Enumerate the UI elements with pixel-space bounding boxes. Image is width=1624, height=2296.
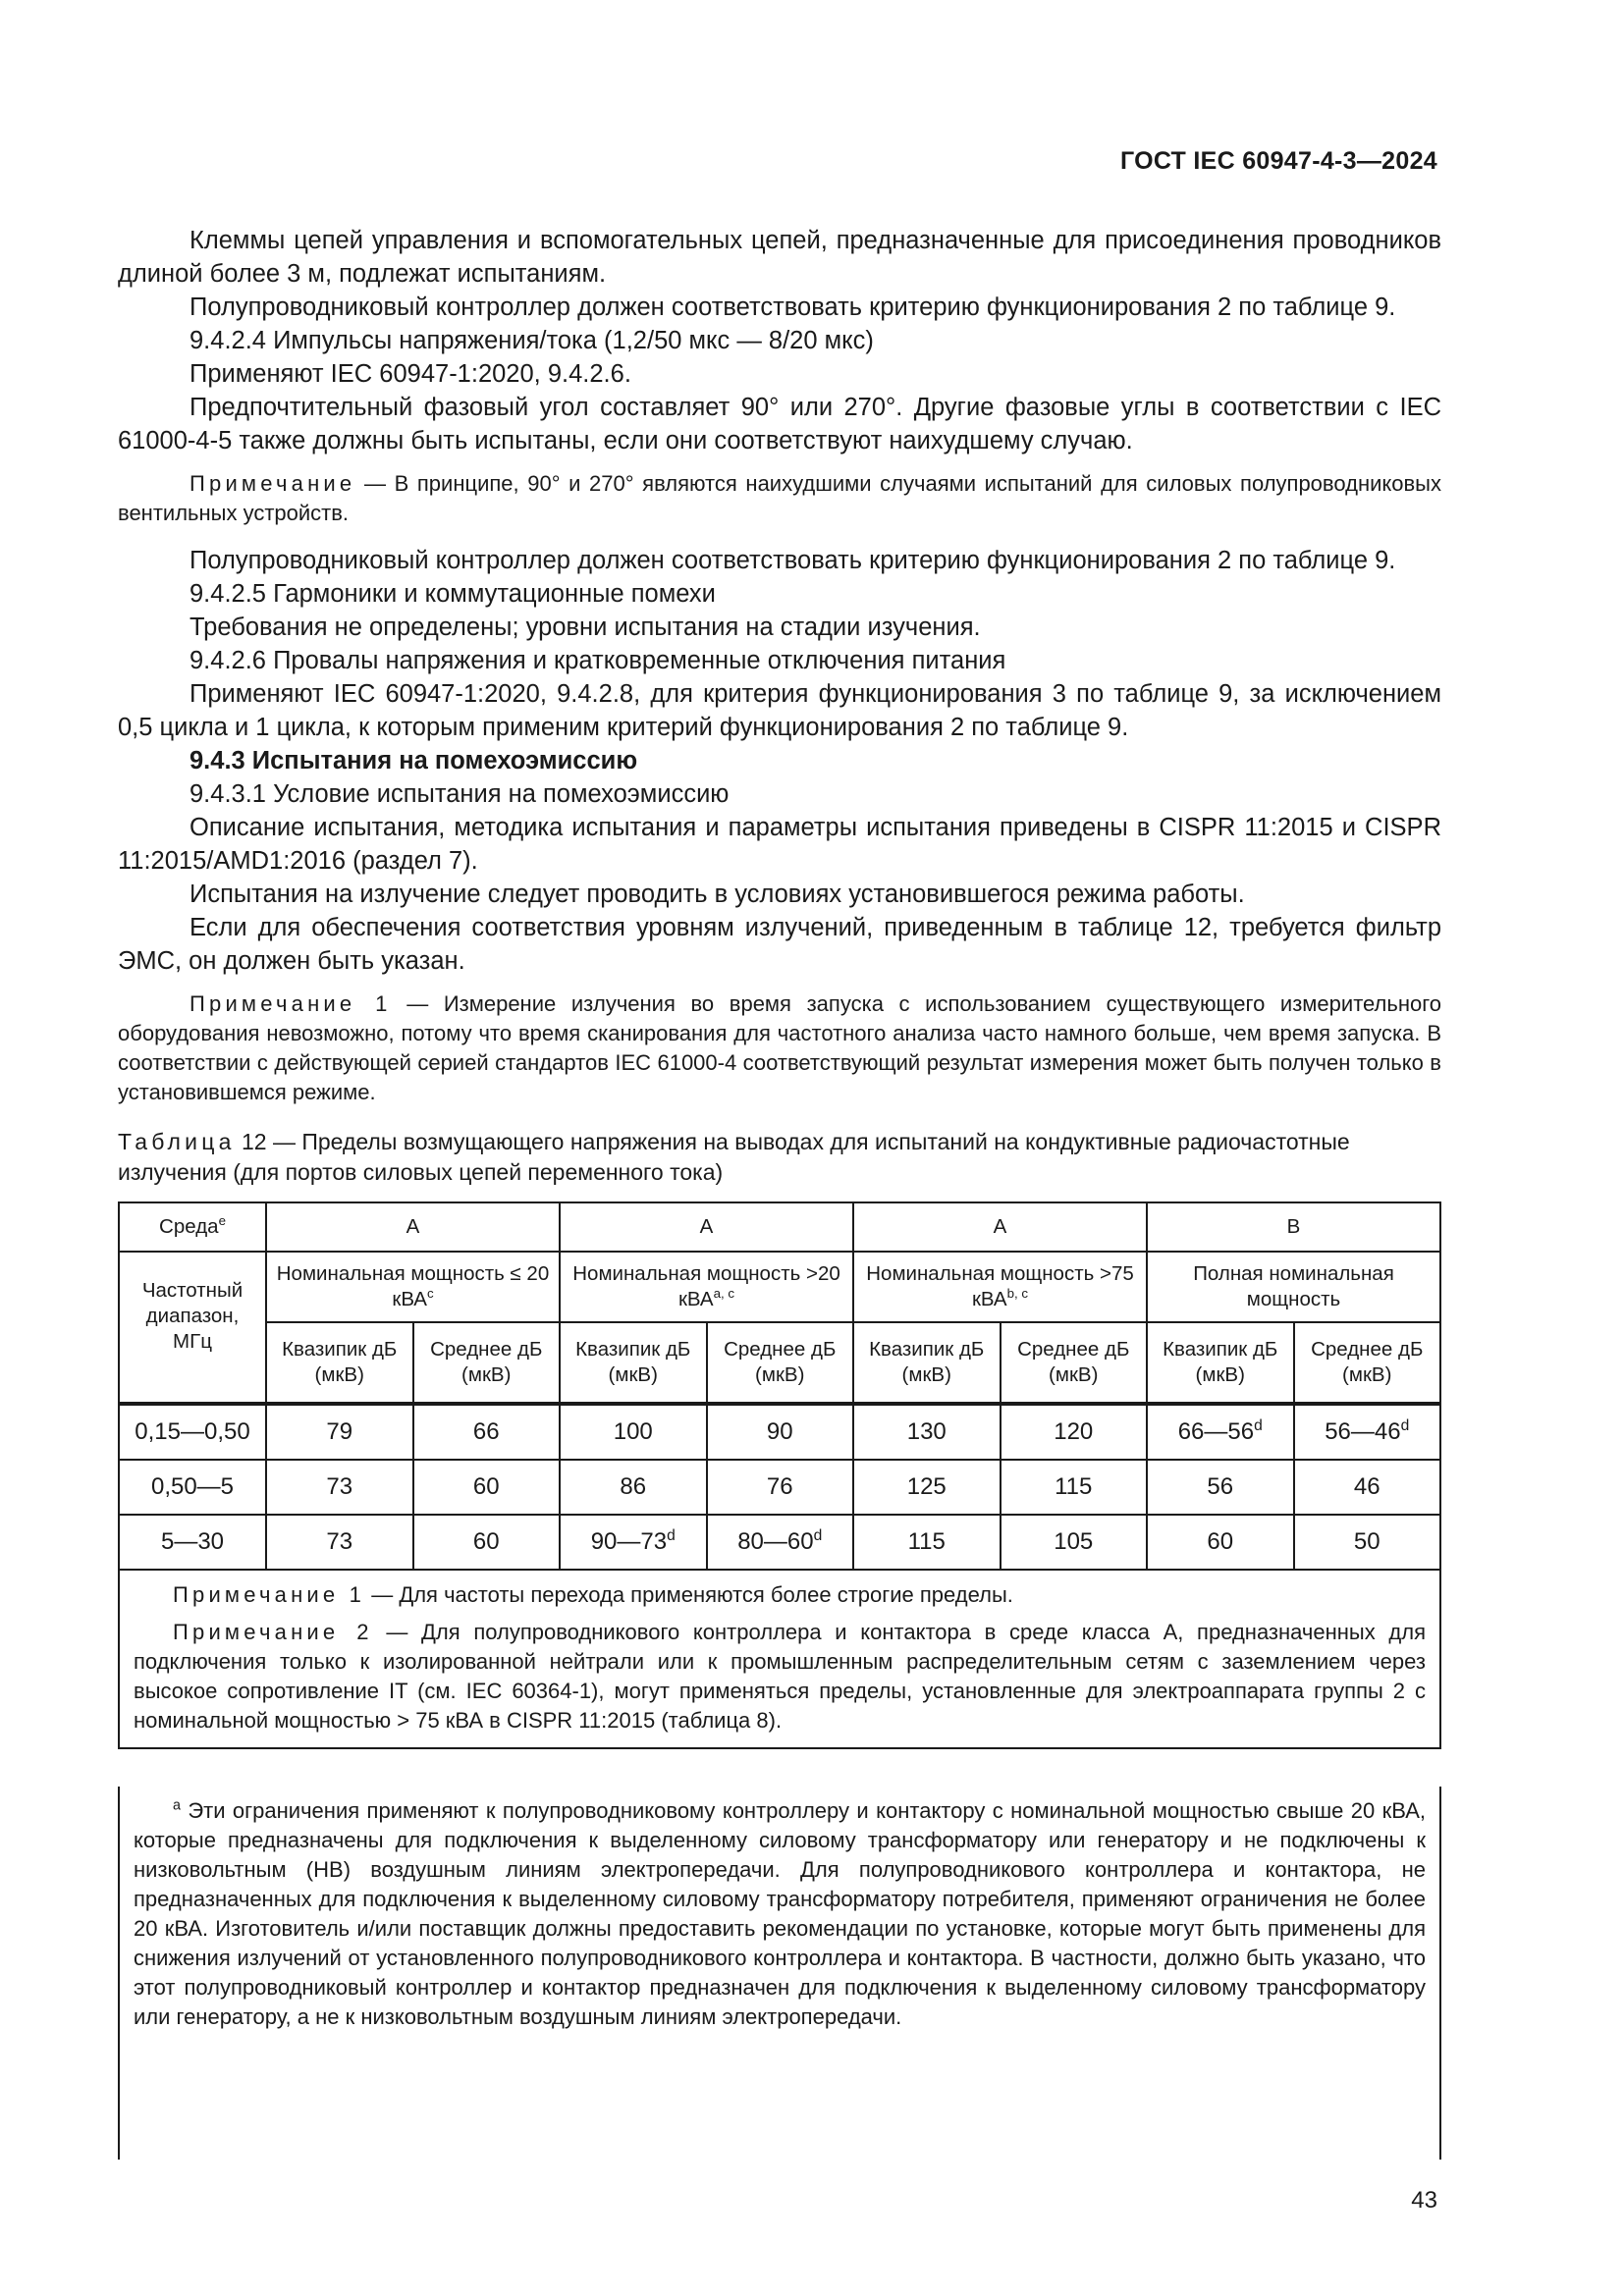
freq-cell: 0,50—5 [119,1460,266,1515]
table-footnote [118,1787,1441,2160]
paragraph: Если для обеспечения соответствия уровням излучений, приведенным в таблице 12, требуется фильтр ЭМС, он должен быть указан. [118,914,1441,975]
quasi-peak-header: Квазипик дБ (мкВ) [1147,1322,1294,1404]
table-row [119,1404,1440,1460]
table-note [134,1580,1426,1610]
value-cell: 66 [413,1404,561,1460]
table-caption-label: Таблица [118,1129,236,1154]
table-row [119,1252,1440,1322]
note-text: — Для полупроводникового контроллера и контактора в среде класса А, предназначенных для подключения только к изолированной нейтрали или к промышленным распределительным сетям с заземлением через высокое сопротивление IT (см. IEC 60364-1), могут применяться пределы, установленные для электроаппарата группы 2 с номинальной мощностью > 75 кВА в CISPR 11:2015 (таблица 8). [134,1620,1426,1733]
average-header: Среднее дБ (мкВ) [707,1322,854,1404]
env-cell: A [560,1202,853,1252]
freq-header-cell: Частотный диапазон, МГц [119,1252,266,1404]
paragraph: 9.4.2.5 Гармоники и коммутационные помехи [189,580,716,608]
power-cell: Номинальная мощность >20 кВА$^{a, c}$ [560,1252,853,1322]
section-heading: 9.4.3 Испытания на помехоэмиссию [189,747,638,774]
table-caption [118,1127,1441,1188]
value-cell: 86 [560,1460,707,1515]
table-note [134,1618,1426,1735]
note-text: — Для частоты перехода применяются более строгие пределы. [365,1582,1013,1607]
note-label: Примечание 2 [173,1620,373,1644]
table-row [119,1460,1440,1515]
quasi-peak-header: Квазипик дБ (мкВ) [853,1322,1001,1404]
value-cell: 79 [266,1404,413,1460]
env-cell: A [266,1202,560,1252]
paragraph: Описание испытания, методика испытания и параметры испытания приведены в CISPR 11:2015 и CISPR 11:2015/AMD1:2016 (раздел 7). [118,814,1441,875]
env-header-cell: Среда$^e$ [119,1202,266,1252]
value-cell: 50 [1294,1515,1441,1570]
page-number: 43 [1411,2187,1437,2214]
paragraph: 9.4.2.4 Импульсы напряжения/тока (1,2/50 мкс — 8/20 мкс) [189,327,874,354]
page-content [118,224,1441,1749]
value-cell: 115 [1001,1460,1148,1515]
value-cell: 115 [853,1515,1001,1570]
power-cell: Полная номинальная мощность [1147,1252,1440,1322]
value-cell: 56—46$^d$ [1294,1404,1441,1460]
emission-limits-table [118,1201,1441,1749]
paragraph: Полупроводниковый контроллер должен соответствовать критерию функционирования 2 по таблице 9. [189,294,1396,321]
average-header: Среднее дБ (мкВ) [1001,1322,1148,1404]
paragraph: Полупроводниковый контроллер должен соответствовать критерию функционирования 2 по таблице 9. [189,547,1396,574]
footnote-text: Эти ограничения применяют к полупроводниковому контроллеру и контактору с номинальной мощностью свыше 20 кВА, которые предназначены для подключения к выделенному силовому трансформатору или генератору и не подключены к низковольтным (НВ) воздушным линиям электропередачи. Для полупроводникового контроллера и контактора, не предназначенных для подключения к выделенному силовому трансформатору потребителя, применяют ограничения не более 20 кВА. Изготовитель и/или поставщик должны предоставить рекомендации по установке, которые могут быть применены для снижения излучений от установленного полупроводникового контроллера и контактора. В частности, должно быть указано, что этот полупроводниковый контроллер и контактор предназначен для подключения к выделенному силовому трансформатору или генератору, а не к низковольтным воздушным линиям электропередачи. [134,1798,1426,2029]
value-cell: 76 [707,1460,854,1515]
value-cell: 60 [413,1460,561,1515]
note-label: Примечание 1 [173,1582,366,1607]
quasi-peak-header: Квазипик дБ (мкВ) [266,1322,413,1404]
freq-cell: 0,15—0,50 [119,1404,266,1460]
average-header: Среднее дБ (мкВ) [1294,1322,1441,1404]
power-cell: Номинальная мощность ≤ 20 кВА$^c$ [266,1252,560,1322]
note-label: Примечание [189,471,356,496]
power-cell: Номинальная мощность >75 кВА$^{b, c}$ [853,1252,1147,1322]
paragraph: Испытания на излучение следует проводить в условиях установившегося режима работы. [189,881,1245,908]
table-notes-cell [119,1570,1440,1748]
value-cell: 90—73$^d$ [560,1515,707,1570]
paragraph: 9.4.3.1 Условие испытания на помехоэмиссию [189,780,730,808]
value-cell: 60 [413,1515,561,1570]
table-caption-text: 12 — Пределы возмущающего напряжения на выводах для испытаний на кондуктивные радиочастотные излучения (для портов силовых цепей переменного тока) [118,1129,1350,1185]
footnote-mark: a [173,1797,181,1814]
value-cell: 60 [1147,1515,1294,1570]
env-cell: B [1147,1202,1440,1252]
env-cell: A [853,1202,1147,1252]
value-cell: 80—60$^d$ [707,1515,854,1570]
paragraph: Применяют IEC 60947-1:2020, 9.4.2.8, для критерия функционирования 3 по таблице 9, за исключением 0,5 цикла и 1 цикла, к которым применим критерий функционирования 2 по таблице 9. [118,680,1441,741]
value-cell: 46 [1294,1460,1441,1515]
average-header: Среднее дБ (мкВ) [413,1322,561,1404]
value-cell: 56 [1147,1460,1294,1515]
note-label: Примечание 1 [189,991,392,1016]
value-cell: 105 [1001,1515,1148,1570]
document-header: ГОСТ IEC 60947-4-3—2024 [1119,147,1437,175]
quasi-peak-header: Квазипик дБ (мкВ) [560,1322,707,1404]
freq-cell: 5—30 [119,1515,266,1570]
note [118,989,1441,1107]
paragraph: 9.4.2.6 Провалы напряжения и кратковременные отключения питания [189,647,1006,674]
value-cell: 73 [266,1460,413,1515]
table-row [119,1515,1440,1570]
paragraph: Требования не определены; уровни испытания на стадии изучения. [189,614,981,641]
paragraph: Применяют IEC 60947-1:2020, 9.4.2.6. [189,360,631,388]
value-cell: 130 [853,1404,1001,1460]
value-cell: 90 [707,1404,854,1460]
table-row [119,1202,1440,1252]
note-text: — Измерение излучения во время запуска с использованием существующего измерительного оборудования невозможно, потому что время сканирования для частотного анализа часто намного больше, чем время запуска. В соответствии с действующей серией стандартов IEC 61000-4 соответствующий результат измерения может быть получен только в установившемся режиме. [118,991,1441,1104]
table-row [119,1570,1440,1748]
note-text: — В принципе, 90° и 270° являются наихудшими случаями испытаний для силовых полупроводниковых вентильных устройств. [118,471,1441,525]
table-row [119,1322,1440,1404]
paragraph: Предпочтительный фазовый угол составляет 90° или 270°. Другие фазовые углы в соответствии с IEC 61000-4-5 также должны быть испытаны, если они соответствуют наихудшему случаю. [118,394,1441,454]
value-cell: 125 [853,1460,1001,1515]
value-cell: 120 [1001,1404,1148,1460]
paragraph: Клеммы цепей управления и вспомогательных цепей, предназначенные для присоединения проводников длиной более 3 м, подлежат испытаниям. [118,227,1441,288]
value-cell: 100 [560,1404,707,1460]
value-cell: 73 [266,1515,413,1570]
value-cell: 66—56$^d$ [1147,1404,1294,1460]
note [118,469,1441,528]
